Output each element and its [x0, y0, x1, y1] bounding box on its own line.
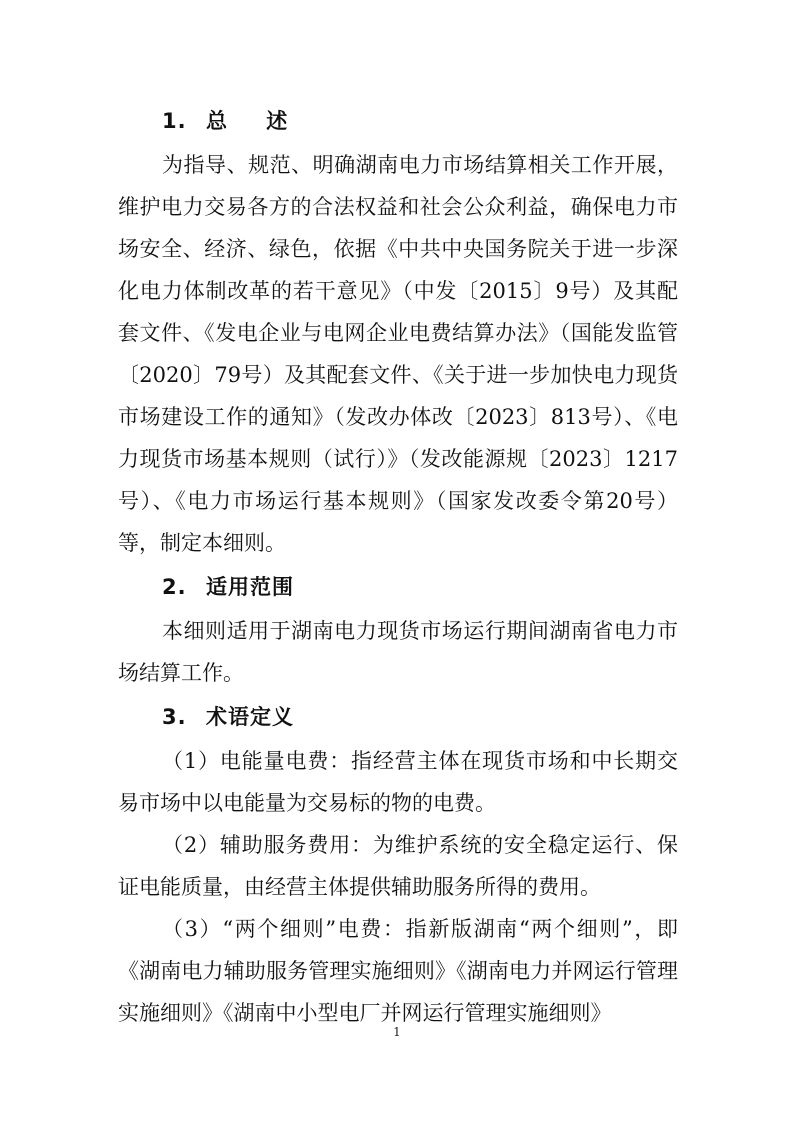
section-number: 1. — [162, 109, 187, 133]
section-heading-overview — [118, 98, 678, 144]
page-number: 1 — [393, 1025, 401, 1039]
scope-paragraph: 本细则适用于湖南电力现货市场运行期间湖南省电力市场结算工作。 — [118, 619, 678, 685]
definition-item-energy-fee: （1）电能量电费：指经营主体在现货市场和中长期交易市场中以电能量为交易标的物的电费。 — [118, 749, 678, 815]
section-heading-scope — [118, 564, 678, 610]
overview-paragraph: 为指导、规范、明确湖南电力市场结算相关工作开展，维护电力交易各方的合法权益和社会公众利益，确保电力市场安全、经济、绿色，依据《中共中央国务院关于进一步深化电力体制改革的若干意见》（中发〔2015〕9号）及其配套文件、《发电企业与电网企业电费结算办法》（国能发监管〔2020〕79号）及其配套文件、《关于进一步加快电力现货市场建设工作的通知》（发改办体改〔2023〕813号）、《电力现货市场基本规则（试行）》（发改能源规〔2023〕1217号）、《电力市场运行基本规则》（国家发改委令第20号）等，制定本细则。 — [118, 153, 678, 555]
section-number: 2. — [162, 575, 187, 599]
section-heading-definitions — [118, 694, 678, 740]
definition-item-ancillary-fee: （2）辅助服务费用：为维护系统的安全稳定运行、保证电能质量，由经营主体提供辅助服务所得的费用。 — [118, 833, 678, 899]
document-body — [118, 98, 678, 1034]
section-title: 总 述 — [206, 109, 304, 133]
definition-item-two-rules-fee: （3）“两个细则”电费：指新版湖南“两个细则”，即《湖南电力辅助服务管理实施细则》《湖南电力并网运行管理实施细则》《湖南中小型电厂并网运行管理实施细则》 — [118, 917, 678, 1025]
section-title: 适用范围 — [206, 575, 294, 599]
section-number: 3. — [162, 705, 187, 729]
section-title: 术语定义 — [206, 705, 294, 729]
